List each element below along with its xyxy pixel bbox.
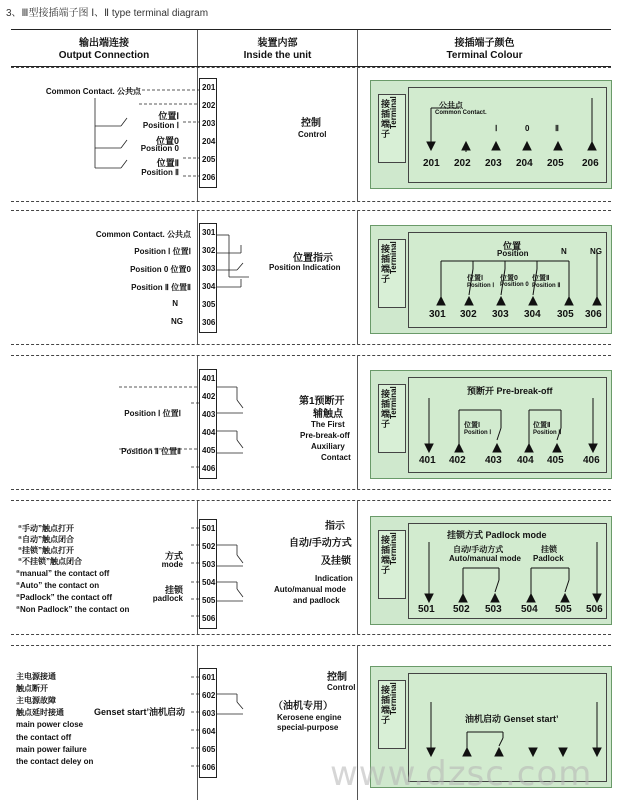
label-pos0-en: Position 0 [140,144,179,153]
watermark: www.dzsc.com [330,754,593,794]
label-ng: NG [171,317,183,326]
label-pos1-en: Position Ⅰ [142,121,179,130]
wiring-400 [11,356,281,489]
middle-indication-zh3: 及挂锁 [321,556,351,567]
label-manual-off-en: “manual” the contact off [16,569,110,578]
terminal-strip-200: 201 202 203 204 205 206 [199,78,217,188]
label-genset-start: Genset start’油机启动 [93,707,185,717]
middle-control-en: Control [298,130,327,139]
label-pos2: Position Ⅱ 位置Ⅱ [131,283,191,292]
label-padlock-en: padlock [152,594,183,603]
middle-control-zh: 控制 [301,118,321,129]
middle-position-indication-en: Position Indication [269,263,341,272]
label-main-power-close-en: main power close [16,720,84,729]
middle-genset-only: （油机专用） [273,701,333,712]
middle-indication-en2: Auto/manual mode [274,585,347,594]
label-common-contact: Common Contact. 公共点 [45,87,141,96]
middle-kerosene-en1: Kerosene engine [277,713,342,722]
panel-tab: 接插端子 Terminal [378,384,406,453]
middle-control-en: Control [327,683,356,692]
terminal-strip-600: 601 602 603 604 605 606 [199,668,217,778]
header-terminal-colour: 接插端子颜色 Terminal Colour [446,38,523,61]
document-title: 3、Ⅲ型接插端子图 Ⅰ、Ⅱ type terminal diagram [6,8,209,19]
label-auto-on-en: “Auto” the contact on [16,581,100,590]
terminal-panel-300: 接插端子 Terminal 位置 Position N NG 位置Ⅰ Position Ⅰ 位置0 Position 0 位置Ⅱ Position Ⅱ 301 302 303 304 305 306 [370,225,612,334]
section-500 [11,500,611,635]
terminal-strip-500: 501 502 503 504 505 506 [199,519,217,629]
middle-indication-zh1: 指示 [325,521,345,532]
label-main-power-failure-en: main power failure [16,745,87,754]
label-nonpadlock-on-en: “Non Padlock” the contact on [16,605,130,614]
table-header [11,29,611,67]
middle-position-indication-zh: 位置指示 [293,253,333,264]
wiring-500 [11,501,281,634]
middle-prebreak-en1: The First [311,420,345,429]
section-300 [11,210,611,345]
label-contact-off-en: the contact off [16,733,72,742]
label-pos1-zh: 位置Ⅰ [158,111,179,121]
terminal-panel-500: 接插端子 Terminal 挂锁方式 Padlock mode 自动/手动方式 Auto/manual mode 挂锁 Padlock 501 502 503 504 505 506 [370,516,612,625]
middle-prebreak-zh2: 辅触点 [313,409,343,420]
terminal-panel-200: 接插端子 Terminal 公共点 Common Contact. Ⅰ 0 Ⅱ 201 202 203 204 205 206 [370,80,612,189]
header-inside-unit: 装置内部 Inside the unit [243,38,312,61]
label-mode-en: mode [161,560,183,569]
label-pos2: Position Ⅱ 位置Ⅱ [121,447,181,456]
label-n: N [172,299,178,308]
label-manual-off-zh: “手动”触点打开 [18,524,74,533]
label-padlock-off-en: “Padlock” the contact off [16,593,113,602]
label-pos1: Position Ⅰ 位置Ⅰ [124,409,181,418]
middle-control-zh: 控制 [327,672,347,683]
label-pos0: Position 0 位置0 [130,265,191,274]
label-contact-off-zh: 触点断开 [16,684,48,693]
panel-tab: 接插端子 Terminal [378,680,406,749]
middle-prebreak-zh1: 第1预断开 [299,396,345,407]
terminal-panel-400: 接插端子 Terminal 预断开 Pre-break-off 位置Ⅰ Position Ⅰ 位置Ⅱ Position Ⅱ 401 402 403 404 405 406 [370,370,612,479]
label-main-power-close-zh: 主电源接通 [16,672,56,681]
middle-indication-en1: Indication [315,574,353,583]
label-padlock-zh: 挂锁 [164,585,183,595]
label-padlock-off-zh: “挂锁”触点打开 [18,546,74,555]
label-pos2-en: Position Ⅱ [141,168,179,177]
section-200 [11,67,611,202]
panel-tab: 接插端子 Terminal [378,94,406,163]
section-400 [11,355,611,490]
label-contact-delay-on-zh: 触点延时接通 [16,708,64,717]
middle-prebreak-en3: Auxiliary [311,442,345,451]
middle-indication-en3: and padlock [293,596,340,605]
label-pos0-zh: 位置0 [155,136,179,146]
terminal-panel-600: 接插端子 Terminal 油机启动 Genset start’ [370,666,612,788]
label-main-power-failure-zh: 主电源故障 [16,696,56,705]
terminal-strip-400: 401 402 403 404 405 406 [199,369,217,479]
label-pos2-zh: 位置Ⅱ [156,158,179,168]
panel-tab: 接插端子 Terminal [378,239,406,308]
header-output-connection: 输出端连接 Output Connection [58,38,150,61]
label-mode-zh: 方式 [164,551,183,561]
middle-prebreak-en4: Contact [321,453,351,462]
label-common-contact: Common Contact. 公共点 [95,230,191,239]
middle-prebreak-en2: Pre-break-off [300,431,350,440]
label-pos1: Position Ⅰ 位置Ⅰ [134,247,191,256]
middle-kerosene-en2: special-purpose [277,723,339,732]
label-auto-on-zh: “自动”触点闭合 [18,535,74,544]
label-contact-delay-on-en: the contact deley on [16,757,94,766]
terminal-strip-300: 301 302 303 304 305 306 [199,223,217,333]
panel-tab: 接插端子 Terminal [378,530,406,599]
middle-indication-zh2: 自动/手动方式 [289,538,352,549]
label-nonpadlock-on-zh: “不挂锁”触点闭合 [18,557,82,566]
